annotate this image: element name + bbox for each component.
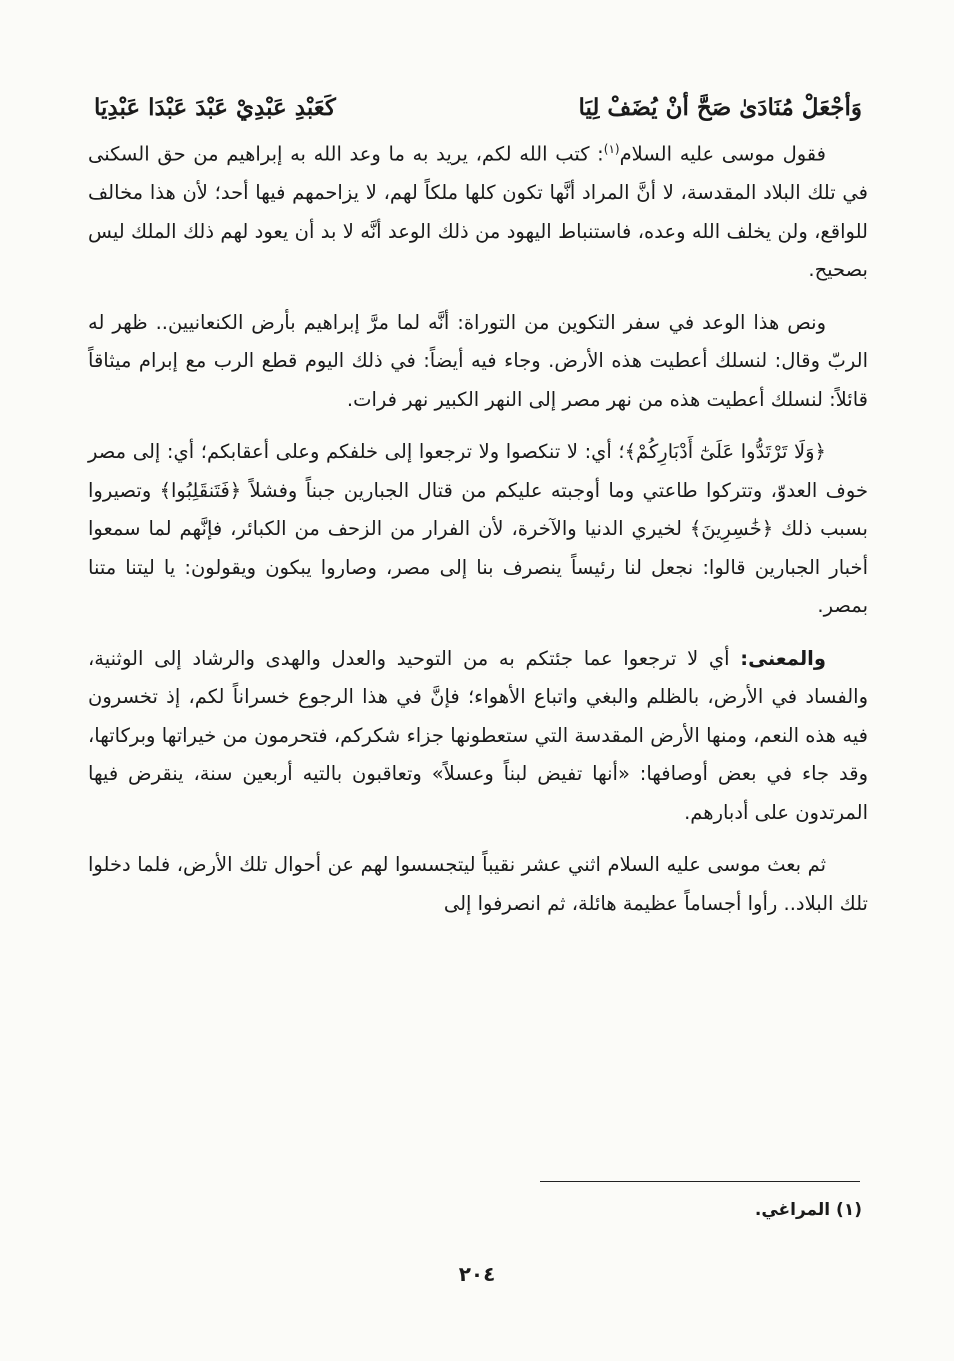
verse-second-hemistich: كَعَبْدِ عَبْدِيْ عَبْدَ عَبْدَا عَبْدِيَا [94,94,336,121]
paragraph-3-text-b: وتصيروا بسبب ذلك [88,478,868,540]
paragraph-5-text: ثم بعث موسى عليه السلام اثني عشر نقيباً ليتجسسوا لهم عن أحوال تلك الأرض، فلما دخلوا تلك البلاد.. رأوا أجساماً عظيمة هائلة، ثم انصرفوا إلى [88,853,868,915]
paragraph-4-lead: والمعنى: [740,646,826,670]
paragraph-1-text-a: فقول موسى عليه السلام [619,142,826,166]
paragraph-4-text: أي لا ترجعوا عما جئتكم به من التوحيد والعدل والهدى والرشاد إلى الوثنية، والفساد في الأرض، بالظلم والبغي واتباع الأهواء؛ فإنَّ في هذا الرجوع خسراناً لكم، إذ تخسرون فيه هذه النعم، ومنها الأرض المقدسة التي ستعطونها جزاء شكركم، فتحرمون من خيراتها وبركاتها، وقد جاء في بعض أوصافها: «أنها تفيض لبناً وعسلاً» وتعاقبون بالتيه أربعين سنة، ينقرض فيها المرتدون على أدبارهم. [88,646,868,824]
quran-quote-1: ﴿وَلَا تَرْتَدُّوا عَلَىٰٓ أَدْبَارِكُمْ﴾ [624,440,826,463]
paragraph-4 [88,640,868,833]
paragraph-2-text: ونص هذا الوعد في سفر التكوين من التوراة: أنَّه لما مرَّ إبراهيم بأرض الكنعانيين.. ظهر له الربّ وقال: لنسلك أعطيت هذه الأرض. وجاء فيه أيضاً: في ذلك اليوم قطع الرب مع إبرام ميثاقاً قائلاً: لنسلك أعطيت هذه من نهر مصر إلى النهر الكبير نهر فرات. [88,310,868,411]
verse-first-hemistich: وَأجْعَلْ مُنَادَىٰ صَحَّ أنْ يُضَفْ لِيَا [578,94,862,121]
page-body [88,86,868,937]
paragraph-3-text-a: ؛ أي: لا تنكصوا ولا ترجعوا إلى خلفكم وعلى أعقابكم؛ أي: إلى مصر خوف العدوّ، وتتركوا طاعتي وما أوجبته عليكم من قتال الجبارين جبناً وفشلاً [88,440,869,502]
paragraph-1-text-b: : كتب الله لكم، يريد به ما وعد الله به إبراهيم من حق السكنى في تلك البلاد المقدسة، لا أنَّ المراد أنَّها تكون كلها ملكاً لهم، لا يزاحمهم فيها أحد؛ لأن هذا مخالف للواقع، ولن يخلف الله وعده، فاستنباط اليهود من ذلك الوعد أنَّه لا بد أن يعود لهم ذلك الملك ليس بصحيح. [88,142,868,281]
paragraph-1 [88,130,868,290]
page-number: ٢٠٤ [458,1262,496,1286]
quran-quote-2: ﴿فَتَنقَلِبُوا﴾ [159,478,242,502]
paragraph-5 [88,846,868,923]
quran-quote-3: ﴿خَٰسِرِينَ﴾ [689,517,774,540]
paragraph-3 [88,433,868,626]
paragraph-2 [88,304,868,420]
footnote: (١) المراغي. [754,1200,862,1220]
footnote-reference: (١) [603,142,620,156]
paragraph-3-text-c: لخيري الدنيا والآخرة، لأن الفرار من الزحف من الكبائر، فإنَّهم لما سمعوا أخبار الجبارين قالوا: نجعل لنا رئيساً ينصرف بنا إلى مصر، وصاروا يبكون ويقولون: يا ليتنا متنا بمصر. [88,517,868,617]
poetry-verse [88,86,868,130]
footnote-divider [540,1181,860,1182]
